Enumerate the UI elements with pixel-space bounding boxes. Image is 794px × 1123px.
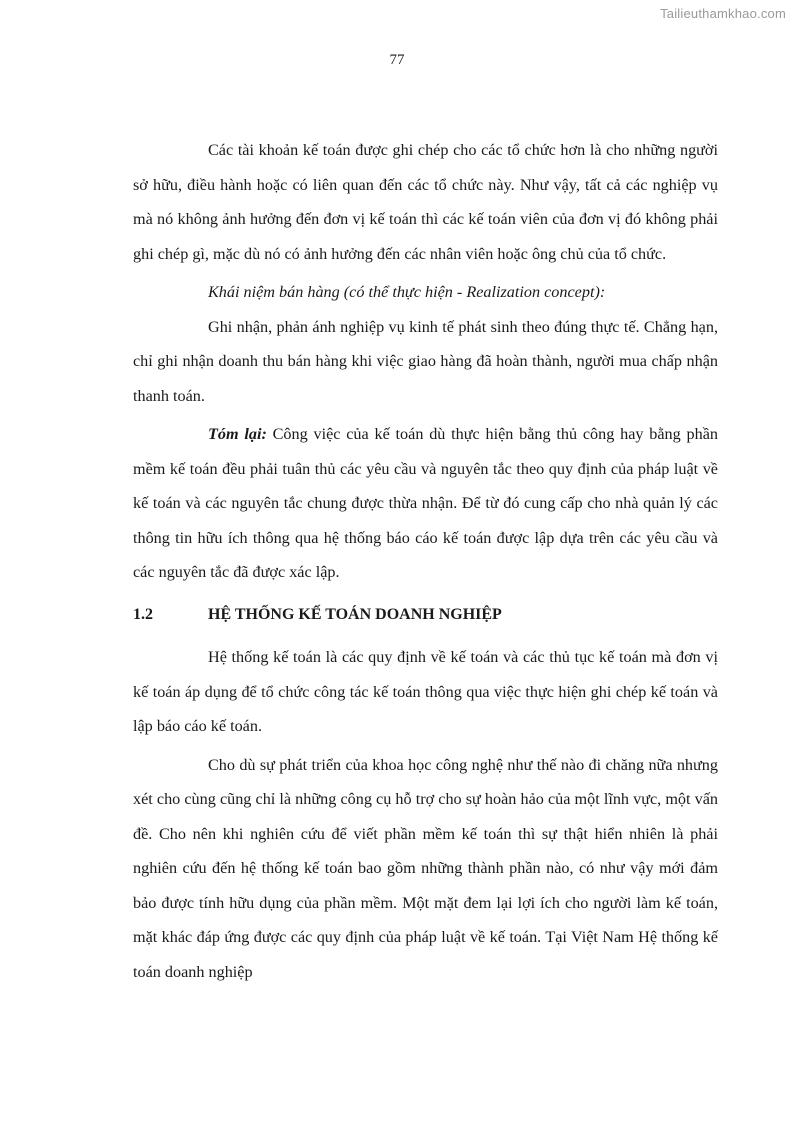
summary-label: Tóm lại: — [208, 425, 267, 443]
paragraph-accounting-system: Hệ thống kế toán là các quy định về kế toán và các thủ tục kế toán mà đơn vị kế toán áp dụng để tổ chức công tác kế toán thông qua việc thực hiện ghi chép kế toán và lập báo cáo kế toán. — [133, 648, 718, 735]
paragraph-realization-concept-title: Khái niệm bán hàng (có thể thực hiện - Realization concept): — [208, 283, 606, 301]
section-number: 1.2 — [133, 605, 153, 623]
paragraph-accounting-entity: Các tài khoản kế toán được ghi chép cho các tổ chức hơn là cho những người sở hữu, điều hành hoặc có liên quan đến các tổ chức này. Như vậy, tất cả các nghiệp vụ mà nó không ảnh hưởng đến đơn vị kế toán thì các kế toán viên của đơn vị đó không phải ghi chép gì, mặc dù nó có ảnh hưởng đến các nhân viên hoặc ông chủ của tổ chức. — [133, 141, 718, 263]
summary-text: Công việc của kế toán dù thực hiện bằng thủ công hay bằng phần mềm kế toán đều phải tuân thủ các yêu cầu và nguyên tắc theo quy định của pháp luật về kế toán và các nguyên tắc chung được thừa nhận. Để từ đó cung cấp cho nhà quản lý các thông tin hữu ích thông qua hệ thống báo cáo kế toán được lập dựa trên các yêu cầu và các nguyên tắc đã được xác lập. — [133, 425, 718, 581]
paragraph-realization-concept: Ghi nhận, phản ánh nghiệp vụ kinh tế phát sinh theo đúng thực tế. Chẳng hạn, chỉ ghi nhận doanh thu bán hàng khi việc giao hàng đã hoàn thành, người mua chấp nhận thanh toán. — [133, 317, 718, 405]
paragraph-summary — [133, 417, 718, 590]
watermark: Tailieuthamkhao.com — [660, 6, 786, 21]
page-number: 77 — [389, 52, 405, 68]
section-title: HỆ THỐNG KẾ TOÁN DOANH NGHIỆP — [208, 605, 502, 623]
paragraph-technology: Cho dù sự phát triển của khoa học công nghệ như thế nào đi chăng nữa nhưng xét cho cùng cũng chỉ là những công cụ hỗ trợ cho sự hoàn hảo của một lĩnh vực, một vấn đề. Cho nên khi nghiên cứu để viết phần mềm kế toán thì sự thật hiển nhiên là phải nghiên cứu đến hệ thống kế toán bao gồm những thành phần nào, có như vậy mới đảm bảo được tính hữu dụng của phần mềm. Một mặt đem lại lợi ích cho người làm kế toán, mặt khác đáp ứng được các quy định của pháp luật về kế toán. Tại Việt Nam Hệ thống kế toán doanh nghiệp — [133, 755, 718, 981]
document-body — [133, 133, 718, 989]
section-heading — [133, 598, 718, 633]
